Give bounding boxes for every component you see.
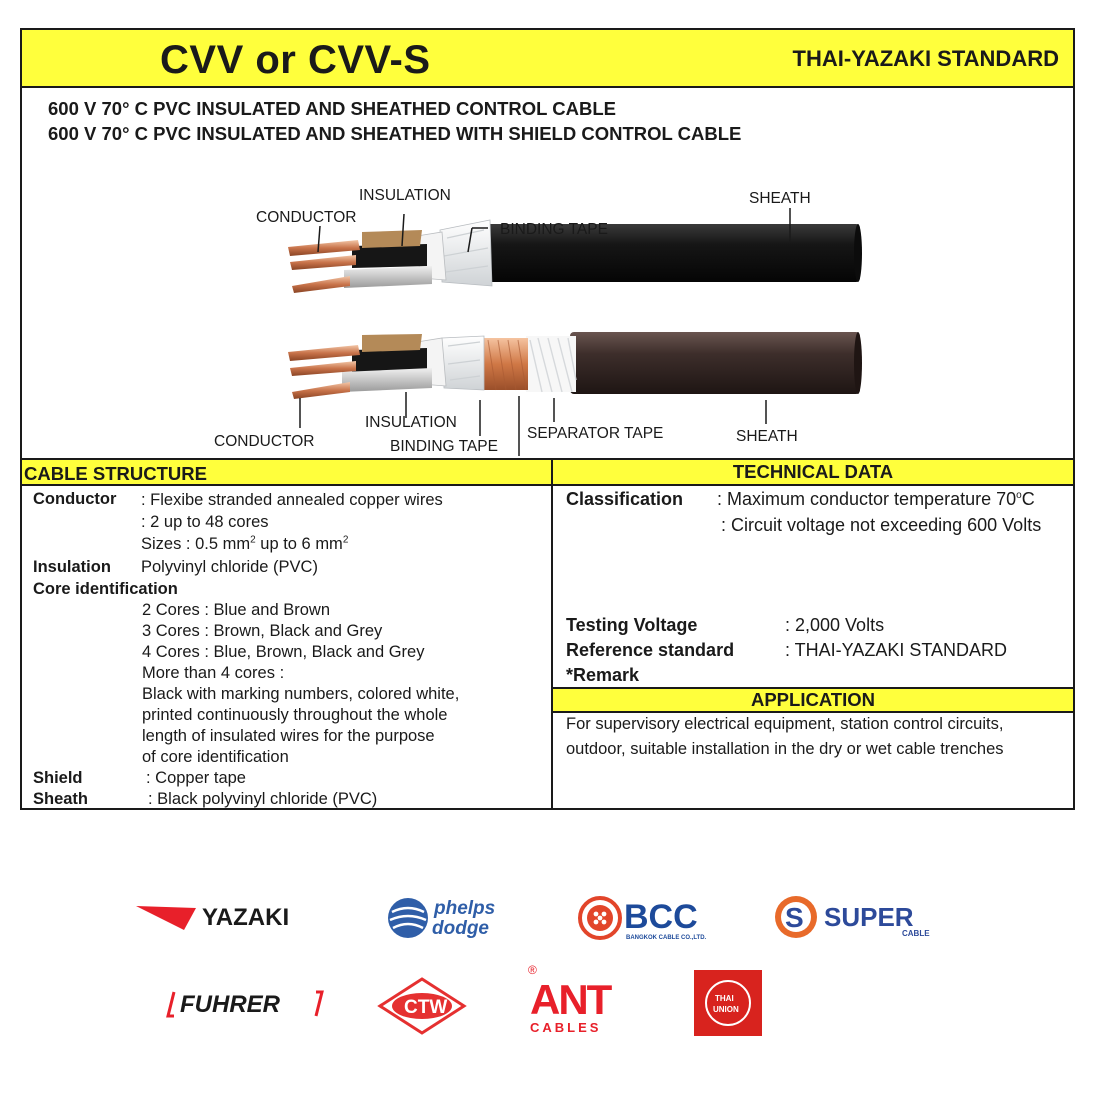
description-line-2: 600 V 70° C PVC INSULATED AND SHEATHED WITH SHIELD CONTROL CABLE: [48, 123, 742, 144]
standard-title: THAI-YAZAKI STANDARD: [792, 46, 1059, 71]
yazaki-logo: [134, 896, 334, 936]
super-text: SUPER: [824, 902, 914, 932]
degree-sup: o: [1016, 490, 1022, 501]
shield-label: Shield: [33, 769, 83, 787]
insulation-value: Polyvinyl chloride (PVC): [141, 558, 318, 576]
cvvs-binding-tape-label: BINDING TAPE: [390, 438, 498, 455]
sizes-sup-1: 2: [250, 534, 256, 546]
classification-label: Classification: [566, 489, 684, 509]
sizes-prefix: Sizes : 0.5 mm: [141, 535, 251, 553]
fuhrer-mark-icon: [160, 984, 330, 1024]
ant-registered-mark: ®: [528, 963, 537, 977]
cvv-binding-tape-label: BINDING TAPE: [500, 221, 608, 238]
reference-standard-value: : THAI-YAZAKI STANDARD: [785, 640, 1008, 660]
bcc-emblem-icon: [576, 894, 716, 944]
cable-illustration: [22, 160, 1073, 460]
sheath-label: Sheath: [33, 790, 89, 808]
yazaki-text: YAZAKI: [202, 904, 290, 931]
testing-voltage-value: : 2,000 Volts: [785, 615, 885, 635]
page-title: CVV or CVV-S: [160, 38, 431, 82]
thai-union-logo: [694, 970, 762, 1036]
remark-label: *Remark: [566, 665, 640, 685]
application-line-1: For supervisory electrical equipment, station control circuits,: [566, 715, 1004, 733]
ant-mark-icon: [524, 962, 628, 1036]
fuhrer-logo: [160, 984, 330, 1024]
fuhrer-text: FUHRER: [180, 991, 280, 1018]
sheath-value: : Black polyvinyl chloride (PVC): [148, 790, 378, 808]
bcc-logo: [576, 894, 716, 944]
application-heading: [553, 687, 1073, 713]
sizes-mid: up to 6 mm: [255, 535, 343, 553]
cvvs-insulation-label: INSULATION: [365, 414, 457, 431]
cable-structure-heading-text: CABLE STRUCTURE: [24, 463, 207, 484]
bcc-text: BCC: [624, 898, 698, 936]
svg-text:S: S: [785, 902, 804, 933]
cvvs-cable: [288, 332, 862, 399]
classification-value-1: [717, 489, 1035, 510]
dodge-text: dodge: [432, 918, 489, 939]
cvvs-sheath-label: SHEATH: [736, 428, 798, 445]
ant-text: ANT: [530, 976, 611, 1023]
ant-cables-logo: [524, 962, 628, 1036]
conductor-value-2: : 2 up to 48 cores: [141, 513, 269, 531]
classification-prefix: : Maximum conductor temperature 70: [717, 489, 1017, 509]
application-heading-text: APPLICATION: [750, 689, 876, 710]
conductor-label: Conductor: [33, 490, 117, 508]
core-id-label: Core identification: [33, 580, 178, 598]
cvv-conductor-label: CONDUCTOR: [256, 209, 357, 226]
conductor-value-1: : Flexibe stranded annealed copper wires: [141, 491, 443, 509]
ctw-logo: [376, 976, 468, 1036]
cable-diagram: [22, 160, 1073, 460]
core-line: More than 4 cores :: [142, 664, 285, 682]
insulation-label: Insulation: [33, 558, 111, 576]
technical-data-heading-text: TECHNICAL DATA: [732, 461, 894, 482]
description-line-1: 600 V 70° C PVC INSULATED AND SHEATHED CONTROL CABLE: [48, 98, 616, 119]
application-line-2: outdoor, suitable installation in the dry or wet cable trenches: [566, 740, 1004, 758]
super-cable-emblem-icon: [772, 893, 942, 943]
spec-sheet: [20, 28, 1075, 810]
cvv-insulation-label: INSULATION: [359, 187, 451, 204]
column-divider: [551, 460, 553, 810]
ctw-text: CTW: [404, 997, 448, 1018]
phelps-dodge-globe-icon: [386, 894, 526, 942]
bcc-sub-text: BANGKOK CABLE CO.,LTD.: [626, 935, 707, 941]
yazaki-mark-icon: [134, 896, 334, 936]
core-line: of core identification: [142, 748, 289, 766]
phelps-text: phelps: [434, 898, 496, 919]
core-line: length of insulated wires for the purpose: [142, 727, 435, 745]
cvvs-conductor-label: CONDUCTOR: [214, 433, 315, 450]
thai-union-text-2: UNION: [713, 1005, 739, 1014]
core-line: 4 Cores : Blue, Brown, Black and Grey: [142, 643, 425, 661]
conductor-sizes: [141, 535, 348, 554]
phelps-dodge-logo: [386, 894, 526, 942]
classification-value-2: : Circuit voltage not exceeding 600 Volts: [721, 515, 1042, 535]
super-sub-text: CABLE: [902, 929, 930, 938]
cvvs-separator-tape-label: SEPARATOR TAPE: [527, 425, 664, 442]
super-cable-logo: [772, 893, 942, 943]
thai-union-emblem-icon: [694, 970, 762, 1036]
core-line: Black with marking numbers, colored white,: [142, 685, 460, 703]
core-line: 3 Cores : Brown, Black and Grey: [142, 622, 383, 640]
cable-structure-heading: [22, 460, 551, 486]
testing-voltage-label: Testing Voltage: [566, 615, 698, 635]
shield-value: : Copper tape: [146, 769, 246, 787]
cvv-sheath-label: SHEATH: [749, 190, 811, 207]
core-line: printed continuously throughout the whole: [142, 706, 448, 724]
ctw-emblem-icon: [376, 976, 468, 1036]
core-line: 2 Cores : Blue and Brown: [142, 601, 331, 619]
technical-data-heading: [553, 460, 1073, 486]
thai-union-text-1: THAI: [715, 994, 734, 1003]
title-bar: [22, 30, 1073, 88]
classification-suffix: C: [1021, 489, 1035, 509]
reference-standard-label: Reference standard: [566, 640, 735, 660]
sizes-sup-2: 2: [342, 534, 349, 546]
ant-sub-text: CABLES: [530, 1020, 602, 1035]
